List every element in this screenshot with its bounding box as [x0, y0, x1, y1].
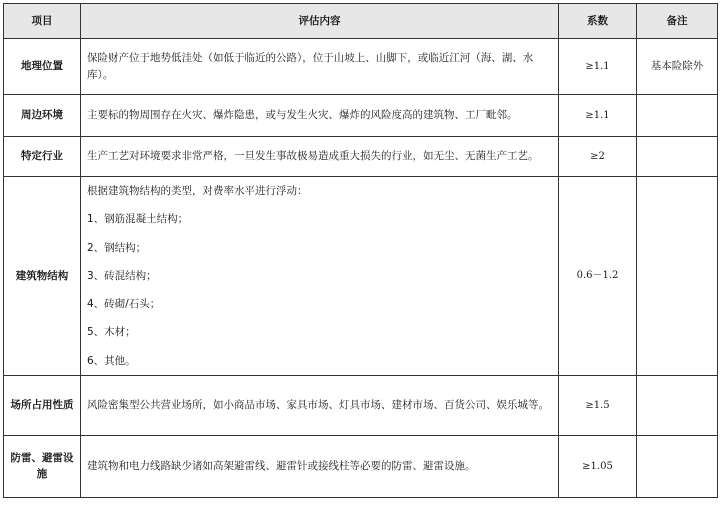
row-coef: ≥1.1	[559, 95, 637, 137]
row-coef: 0.6－1.2	[559, 177, 637, 376]
row-note	[637, 435, 718, 497]
row-note	[637, 177, 718, 376]
row-intro: 根据建筑物结构的类型，对费率水平进行浮动：	[87, 185, 308, 197]
row-note: 基本险除外	[637, 39, 718, 95]
header-coef: 系数	[559, 4, 637, 39]
row-item: 场所占用性质	[4, 375, 81, 435]
header-note: 备注	[637, 4, 718, 39]
row-note	[637, 95, 718, 137]
row-coef: ≥2	[559, 137, 637, 177]
header-content: 评估内容	[81, 4, 559, 39]
row-content: 保险财产位于地势低洼处（如低于临近的公路），位于山坡上、山脚下，或临近江河（海、湖、水库）。	[81, 39, 559, 95]
list-item: 2、钢结构；	[87, 241, 147, 254]
row-content: 风险密集型公共营业场所，如小商品市场、家具市场、灯具市场、建材市场、百货公司、娱乐城等。	[81, 375, 559, 435]
row-item: 特定行业	[4, 137, 81, 177]
row-note	[637, 375, 718, 435]
risk-assessment-table	[3, 3, 718, 498]
table-header-row	[4, 4, 718, 39]
row-coef: ≥1.5	[559, 375, 637, 435]
table-row	[4, 95, 718, 137]
row-content: 生产工艺对环境要求非常严格，一旦发生事故极易造成重大损失的行业，如无尘、无菌生产工艺。	[81, 137, 559, 177]
row-item: 防雷、避雷设施	[4, 435, 81, 497]
row-note	[637, 137, 718, 177]
row-item: 周边环境	[4, 95, 81, 137]
list-item: 1、钢筋混凝土结构；	[87, 213, 189, 226]
header-item: 项目	[4, 4, 81, 39]
list-item: 4、砖砌/石头；	[87, 298, 161, 311]
row-coef: ≥1.1	[559, 39, 637, 95]
row-content	[81, 177, 559, 376]
table-row	[4, 39, 718, 95]
table-row	[4, 435, 718, 497]
list-item: 6、其他。	[87, 354, 136, 367]
table-row	[4, 375, 718, 435]
table-row	[4, 177, 718, 376]
row-content: 建筑物和电力线路缺少诸如高架避雷线、避雷针或接线柱等必要的防雷、避雷设施。	[81, 435, 559, 497]
list-item: 3、砖混结构；	[87, 269, 157, 282]
table-row	[4, 137, 718, 177]
list-item: 5、木材；	[87, 326, 136, 339]
row-item: 地理位置	[4, 39, 81, 95]
row-content: 主要标的物周围存在火灾、爆炸隐患，或与发生火灾、爆炸的风险度高的建筑物、工厂毗邻。	[81, 95, 559, 137]
row-item: 建筑物结构	[4, 177, 81, 376]
row-coef: ≥1.05	[559, 435, 637, 497]
